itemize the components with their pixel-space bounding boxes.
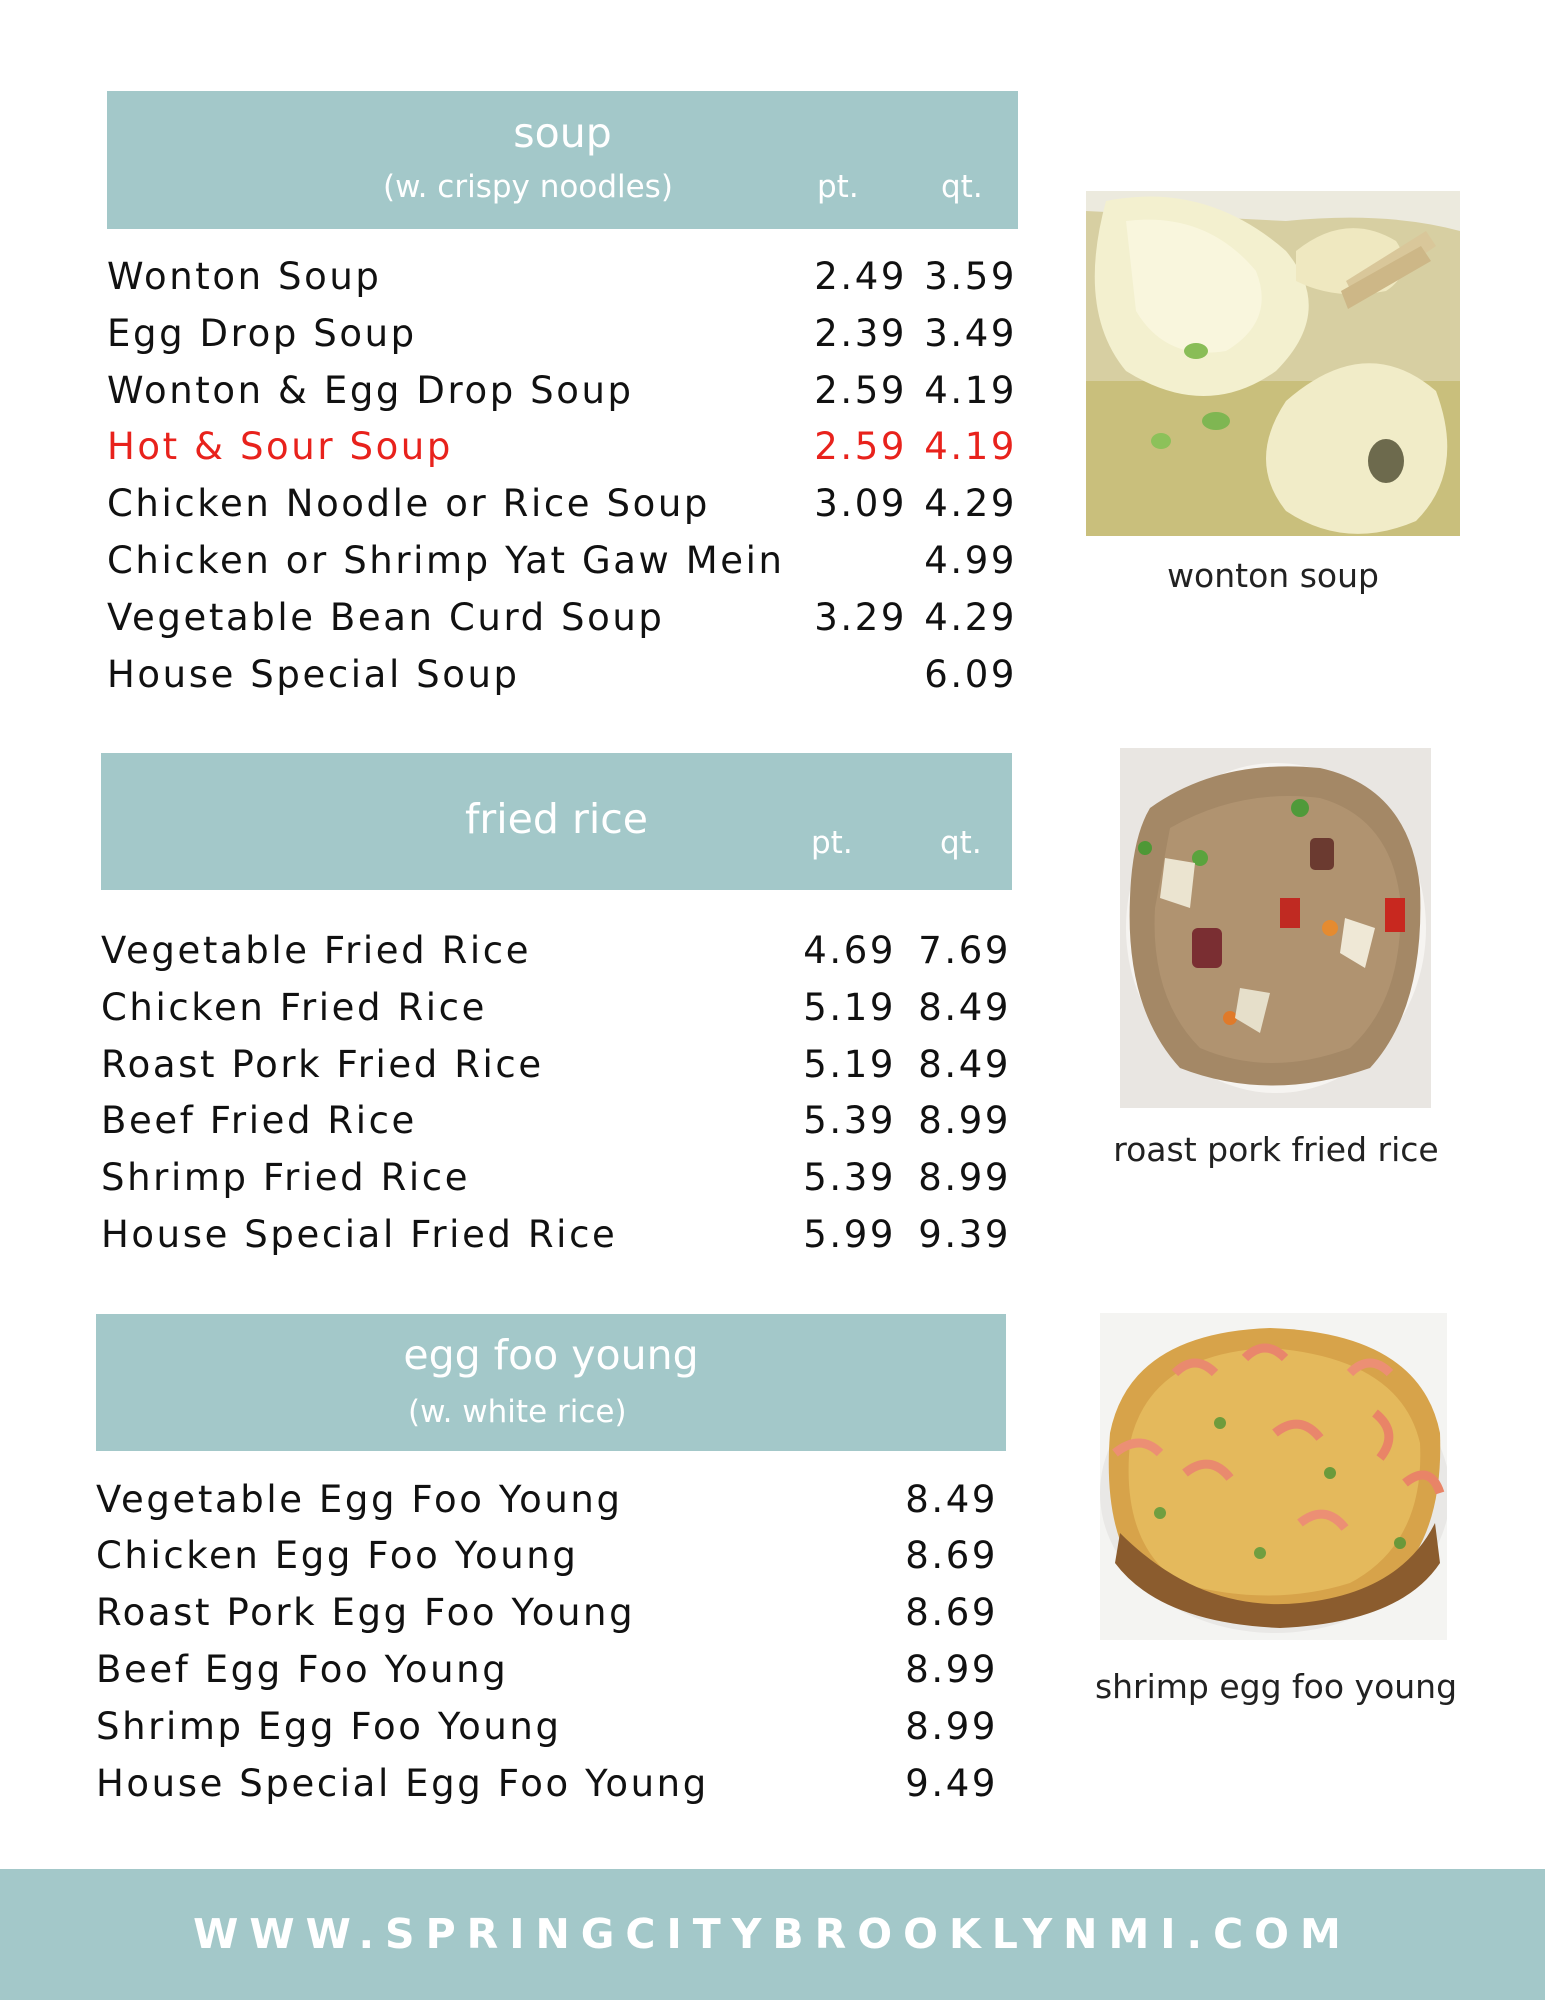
item-price-pt: 5.19	[803, 1043, 896, 1086]
soup-qt-header: qt.	[941, 169, 983, 205]
egg-foo-young-title: egg foo young	[403, 1331, 699, 1379]
item-name: Egg Drop Soup	[107, 312, 417, 355]
roast-pork-fried-rice-photo	[1120, 748, 1431, 1108]
item-price-pt: 3.09	[814, 482, 907, 525]
item-name: Vegetable Bean Curd Soup	[107, 596, 665, 639]
item-price-pt: 3.29	[814, 596, 907, 639]
item-price-qt: 3.49	[924, 312, 1017, 355]
item-price-pt: 4.69	[803, 929, 896, 972]
list-item	[101, 922, 1011, 979]
item-name: Shrimp Fried Rice	[101, 1156, 471, 1199]
item-name: Hot & Sour Soup	[107, 425, 453, 468]
item-name: Vegetable Egg Foo Young	[96, 1478, 623, 1521]
list-item	[107, 532, 1017, 589]
item-price-qt: 7.69	[918, 929, 1011, 972]
list-item	[101, 1036, 1011, 1093]
egg-foo-young-header	[96, 1314, 1006, 1451]
fried-rice-pt-header: pt.	[811, 825, 853, 861]
item-price-pt: 5.39	[803, 1099, 896, 1142]
item-price-pt: 2.49	[814, 255, 907, 298]
item-price-pt: 2.59	[814, 369, 907, 412]
list-item	[101, 1092, 1011, 1149]
list-item	[101, 979, 1011, 1036]
list-item	[96, 1698, 998, 1755]
item-name: Wonton & Egg Drop Soup	[107, 369, 634, 412]
item-price-pt: 5.99	[803, 1213, 896, 1256]
item-name: Shrimp Egg Foo Young	[96, 1705, 562, 1748]
fried-rice-qt-header: qt.	[940, 825, 982, 861]
item-price-qt: 4.29	[924, 482, 1017, 525]
item-name: Chicken Fried Rice	[101, 986, 487, 1029]
list-item	[96, 1755, 998, 1812]
list-item	[96, 1641, 998, 1698]
wonton-soup-photo	[1086, 191, 1460, 536]
soup-header	[107, 91, 1018, 229]
item-name: Chicken or Shrimp Yat Gaw Mein	[107, 539, 785, 582]
item-price-pt: 2.39	[814, 312, 907, 355]
item-name: Beef Fried Rice	[101, 1099, 417, 1142]
item-price-qt: 4.19	[924, 425, 1017, 468]
item-price: 8.99	[905, 1648, 998, 1691]
fried-rice-header	[101, 753, 1012, 890]
fried-rice-title: fried rice	[465, 795, 648, 843]
website-url[interactable]: WWW.SPRINGCITYBROOKLYNMI.COM	[193, 1910, 1352, 1958]
item-price: 9.49	[905, 1762, 998, 1805]
item-price-qt: 3.59	[924, 255, 1017, 298]
item-price: 8.69	[905, 1591, 998, 1634]
item-price-qt: 6.09	[924, 653, 1017, 696]
item-name: Vegetable Fried Rice	[101, 929, 532, 972]
item-name: House Special Egg Foo Young	[96, 1762, 709, 1805]
roast-pork-fried-rice-caption: roast pork fried rice	[1113, 1130, 1439, 1169]
item-price-qt: 8.49	[918, 1043, 1011, 1086]
item-price-qt: 4.19	[924, 369, 1017, 412]
list-item	[107, 646, 1017, 703]
list-item	[107, 305, 1017, 362]
list-item	[107, 589, 1017, 646]
item-name: Beef Egg Foo Young	[96, 1648, 509, 1691]
item-price-qt: 9.39	[918, 1213, 1011, 1256]
list-item-highlighted	[107, 418, 1017, 475]
footer-bar	[0, 1869, 1545, 2000]
list-item	[107, 362, 1017, 419]
item-price-pt: 5.19	[803, 986, 896, 1029]
shrimp-egg-foo-young-photo	[1100, 1313, 1447, 1640]
wonton-soup-caption: wonton soup	[1167, 556, 1379, 595]
item-price-qt: 8.49	[918, 986, 1011, 1029]
item-name: House Special Fried Rice	[101, 1213, 618, 1256]
shrimp-egg-foo-young-caption: shrimp egg foo young	[1094, 1667, 1458, 1706]
list-item	[101, 1149, 1011, 1206]
list-item	[107, 475, 1017, 532]
item-name: Chicken Noodle or Rice Soup	[107, 482, 710, 525]
soup-title: soup	[513, 109, 612, 157]
item-name: Roast Pork Fried Rice	[101, 1043, 544, 1086]
item-name: House Special Soup	[107, 653, 520, 696]
list-item	[96, 1471, 998, 1528]
item-name: Roast Pork Egg Foo Young	[96, 1591, 636, 1634]
list-item	[107, 248, 1017, 305]
item-price-qt: 4.99	[924, 539, 1017, 582]
egg-foo-young-subtitle: (w. white rice)	[408, 1394, 627, 1430]
item-price-pt: 2.59	[814, 425, 907, 468]
item-price-qt: 8.99	[918, 1156, 1011, 1199]
item-price-qt: 8.99	[918, 1099, 1011, 1142]
item-price-pt: 5.39	[803, 1156, 896, 1199]
item-price: 8.69	[905, 1534, 998, 1577]
item-name: Wonton Soup	[107, 255, 382, 298]
list-item	[101, 1206, 1011, 1263]
list-item	[96, 1584, 998, 1641]
item-price-qt: 4.29	[924, 596, 1017, 639]
item-price: 8.99	[905, 1705, 998, 1748]
soup-pt-header: pt.	[817, 169, 859, 205]
soup-subtitle: (w. crispy noodles)	[383, 169, 673, 205]
item-price: 8.49	[905, 1478, 998, 1521]
item-name: Chicken Egg Foo Young	[96, 1534, 579, 1577]
list-item	[96, 1527, 998, 1584]
